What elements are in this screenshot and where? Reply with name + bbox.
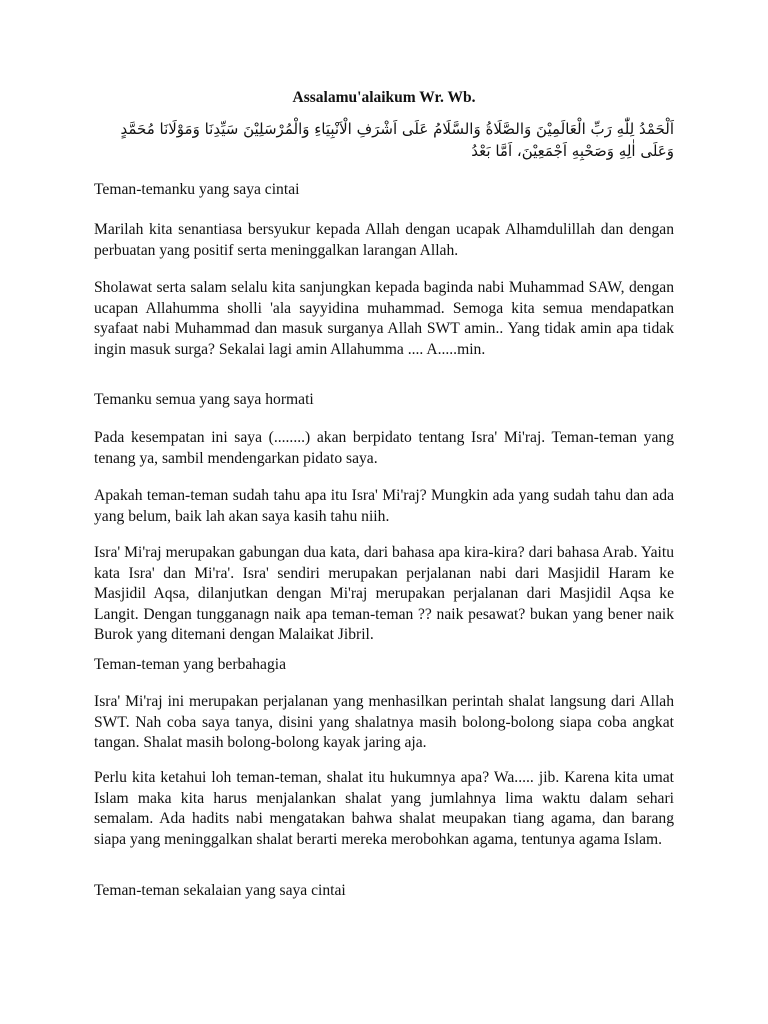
paragraph: Teman-teman sekalaian yang saya cintai bbox=[94, 882, 346, 899]
paragraph: Temanku semua yang saya hormati bbox=[94, 391, 314, 408]
paragraph: Perlu kita ketahui loh teman-teman, shalat itu hukumnya apa? Wa..... jib. Karena kita umat Islam maka kita harus menjalankan shalat yang jumlahnya lima waktu dalam sehari semalam. Ada hadits nabi mengatakan bahwa shalat meupakan tiang agama, dan barang siapa yang meninggalkan shalat berarti mereka merobohkan agama, tentunya agama Islam. bbox=[94, 769, 674, 848]
arabic-opening: اَلْحَمْدُ لِلّٰهِ رَبِّ الْعَالَمِيْنَ وَالصَّلَاةُ وَالسَّلَامُ عَلَى اَشْرَفِ الْاَنْبِيَاءِ وَالْمُرْسَلِيْنَ سَيِّدِنَا وَمَوْلَانَا مُحَمَّدٍ وَعَلَى اٰلِهِ وَصَحْبِهِ اَجْمَعِيْنَ، اَمَّا بَعْدُ bbox=[120, 120, 674, 160]
paragraph: Marilah kita senantiasa bersyukur kepada Allah dengan ucapak Alhamdulillah dan dengan perbuatan yang positif serta meninggalkan larangan Allah. bbox=[94, 221, 674, 259]
paragraph: Sholawat serta salam selalu kita sanjungkan kepada baginda nabi Muhammad SAW, dengan ucapan Allahumma sholli 'ala sayyidina muhammad. Semoga kita semua mendapatkan syafaat nabi Muhammad dan masuk surganya Allah SWT amin.. Yang tidak amin apa tidak ingin masuk surga? Sekalai lagi amin Allahumma .... A.....min. bbox=[94, 279, 674, 358]
paragraph: Isra' Mi'raj merupakan gabungan dua kata, dari bahasa apa kira-kira? dari bahasa Arab. Yaitu kata Isra' dan Mi'ra'. Isra' sendiri merupakan perjalanan nabi dari Masjidil Haram ke Masjidil Aqsa, dilanjutkan dengan Mi'raj merupakan perjalanan dari Masjidil Aqsa ke Langit. Dengan tungganagn naik apa teman-teman ?? naik pesawat? bukan yang bener naik Burok yang ditemani dengan Malaikat Jibril. bbox=[94, 544, 674, 643]
paragraph: Teman-temanku yang saya cintai bbox=[94, 181, 300, 198]
paragraph: Isra' Mi'raj ini merupakan perjalanan yang menhasilkan perintah shalat langsung dari Allah SWT. Nah coba saya tanya, disini yang shalatnya masih bolong-bolong siapa coba angkat tangan. Shalat masih bolong-bolong kayak jaring aja. bbox=[94, 693, 674, 751]
paragraph: Apakah teman-teman sudah tahu apa itu Isra' Mi'raj? Mungkin ada yang sudah tahu dan ada yang belum, baik lah akan saya kasih tahu niih. bbox=[94, 487, 674, 525]
paragraph: Pada kesempatan ini saya (........) akan berpidato tentang Isra' Mi'raj. Teman-teman yang tenang ya, sambil mendengarkan pidato saya. bbox=[94, 429, 674, 467]
paragraph: Teman-teman yang berbahagia bbox=[94, 656, 287, 673]
page-title: Assalamu'alaikum Wr. Wb. bbox=[292, 89, 476, 106]
